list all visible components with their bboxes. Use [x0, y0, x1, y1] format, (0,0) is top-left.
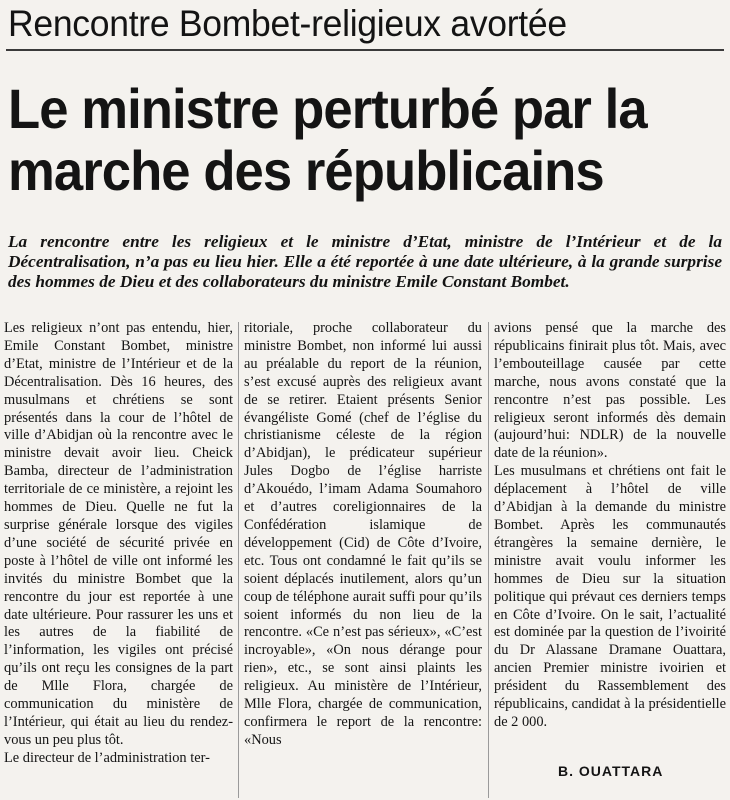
kicker-rule — [6, 49, 724, 51]
article-column-1 — [4, 320, 233, 768]
headline-line-1: Le ministre perturbé par la — [8, 77, 647, 140]
column-paragraph: avions pensé que la marche des républicains finirait plus tôt. Mais, avec l’embouteillage causée par cette marche, nous avons constaté que la rencontre n’est pas possible. Les religieux seront informés dès demain (aujourd’hui: NDLR) de la nouvelle date de la réunion». — [494, 320, 726, 462]
column-paragraph: Le directeur de l’administration ter- — [4, 749, 210, 766]
column-separator — [238, 322, 239, 798]
article-byline: B. OUATTARA — [558, 763, 664, 779]
article-headline — [8, 78, 679, 202]
column-paragraph: ritoriale, proche collaborateur du ministre Bombet, non informé lui aussi au préalable du report de la réunion, s’est excusé auprès des religieux avant de se retirer. Etaient présents Senior évangéliste Gomé (chef de l’église du christianisme céleste de la région d’Abidjan), le prédicateur supérieur Jules Dogbo de l’église harriste d’Akouédo, l’imam Adama Soumahoro et d’autres coreligionnaires de la Confédération islamique de développement (Cid) de Côte d’Ivoire, etc. Tous ont condamné le fait qu’ils se soient déplacés inutilement, alors qu’un coup de téléphone aurait suffi pour qu’ils soient informés du non lieu de la rencontre. «Ce n’est pas sérieux», «C’est incroyable», «On nous dérange pour rien», etc., se sont ainsi plaints les religieux. Au ministère de l’Intérieur, Mlle Flora, chargée de communication, confirmera le report de la rencontre: «Nous — [244, 320, 482, 748]
article-column-2 — [244, 320, 482, 750]
headline-line-2: marche des républicains — [8, 139, 604, 202]
column-paragraph: Les musulmans et chrétiens ont fait le déplacement à l’hôtel de ville d’Abidjan à la demande du ministre Bombet. Après les communautés étrangères la semaine dernière, le ministre avait voulu informer les hommes de Dieu sur la situation politique qui prévaut ces derniers temps en Côte d’Ivoire. On le sait, l’actualité est dominée par la question de l’ivoirité du Dr Alassane Dramane Ouattara, ancien Premier ministre ivoirien et président du Rassemblement des républicains, candidat à la présidentielle de 2 000. — [494, 463, 726, 730]
article-column-3 — [494, 320, 726, 732]
article-kicker: Rencontre Bombet-religieux avortée — [8, 3, 567, 44]
article-lead: La rencontre entre les religieux et le ministre d’Etat, ministre de l’Intérieur et de la Décentralisation, n’a pas eu lieu hier. Elle a été reportée à une date ultérieure, à la grande surprise des hommes de Dieu et des collaborateurs du ministre Emile Constant Bombet. — [8, 232, 722, 291]
column-separator — [488, 322, 489, 798]
column-paragraph: Les religieux n’ont pas entendu, hier, Emile Constant Bombet, ministre d’Etat, ministre de l’Intérieur et de la Décentralisation. Dès 16 heures, des musulmans et chrétiens se sont présentés dans la cour de l’hôtel de ville d’Abidjan où la rencontre avec le ministre devait avoir lieu. Cheick Bamba, directeur de l’administration territoriale de ce ministère, a rejoint les hommes de Dieu. Quelle ne fut la surprise générale lorsque des vigiles d’une société de sécurité privée en poste à l’hôtel de ville ont informé les invités du ministre Bombet que la rencontre du jour est reportée à une date ultérieure. Pour rassurer les uns et les autres de la fiabilité de l’information, les vigiles ont précisé qu’ils ont reçu les consignes de la part de Mlle Flora, chargée de communication du ministère de l’Intérieur, qui était au lieu du rendez-vous un peu plus tôt. — [4, 320, 233, 748]
